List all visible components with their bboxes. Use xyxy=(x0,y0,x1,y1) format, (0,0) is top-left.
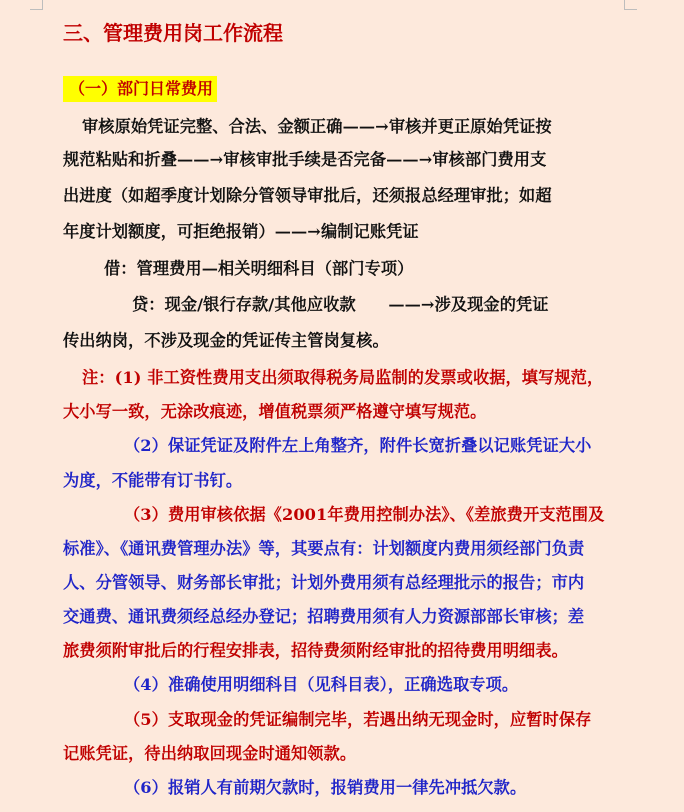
note-line: 大小写一致，无涂改痕迹，增值税票须严格遵守填写规范。 xyxy=(63,402,487,421)
note-line: （2）保证凭证及附件左上角整齐，附件长宽折叠以记账凭证大小 xyxy=(124,436,592,455)
note-line: （4）准确使用明细科目（见科目表），正确选取专项。 xyxy=(124,675,519,694)
note-line: 注：(1) 非工资性费用支出须取得税务局监制的发票或收据，填写规范， xyxy=(82,368,604,387)
body-line: 审核原始凭证完整、合法、金额正确——→审核并更正原始凭证按 xyxy=(82,117,552,136)
note-line: （3）费用审核依据《2001年费用控制办法》、《差旅费开支范围及 xyxy=(124,505,605,524)
note-line: （6）报销人有前期欠款时，报销费用一律先冲抵欠款。 xyxy=(124,778,527,797)
note-line: 交通费、通讯费须经总经办登记；招聘费用须有人力资源部部长审核；差 xyxy=(63,607,585,626)
section-heading: （一）部门日常费用 xyxy=(63,76,217,102)
journal-debit-line: 借：管理费用—相关明细科目（部门专项） xyxy=(104,259,414,278)
crop-mark xyxy=(30,9,43,10)
body-line: 出进度（如超季度计划除分管领导审批后，还须报总经理审批；如超 xyxy=(63,186,552,205)
note-line: 标准》、《通讯费管理办法》等，其要点有：计划额度内费用须经部门负责 xyxy=(63,539,585,558)
note-line: 记账凭证，待出纳取回现金时通知领款。 xyxy=(63,744,357,763)
note-line: 人、分管领导、财务部长审批；计划外费用须有总经理批示的报告；市内 xyxy=(63,573,585,592)
note-line: （5）支取现金的凭证编制完毕，若遇出纳无现金时，应暂时保存 xyxy=(124,710,592,729)
body-line: 年度计划额度，可拒绝报销）——→编制记账凭证 xyxy=(63,222,419,241)
body-line: 传出纳岗，不涉及现金的凭证传主管岗复核。 xyxy=(63,331,389,350)
note-line: 旅费须附审批后的行程安排表，招待费须附经审批的招待费用明细表。 xyxy=(63,641,568,660)
crop-mark xyxy=(624,9,637,10)
journal-credit-line: 贷：现金/银行存款/其他应收款 ——→涉及现金的凭证 xyxy=(132,295,549,314)
body-line: 规范粘贴和折叠——→审核审批手续是否完备——→审核部门费用支 xyxy=(63,150,547,169)
document-title: 三、管理费用岗工作流程 xyxy=(63,21,283,45)
note-line: 为度，不能带有订书钉。 xyxy=(63,471,243,490)
